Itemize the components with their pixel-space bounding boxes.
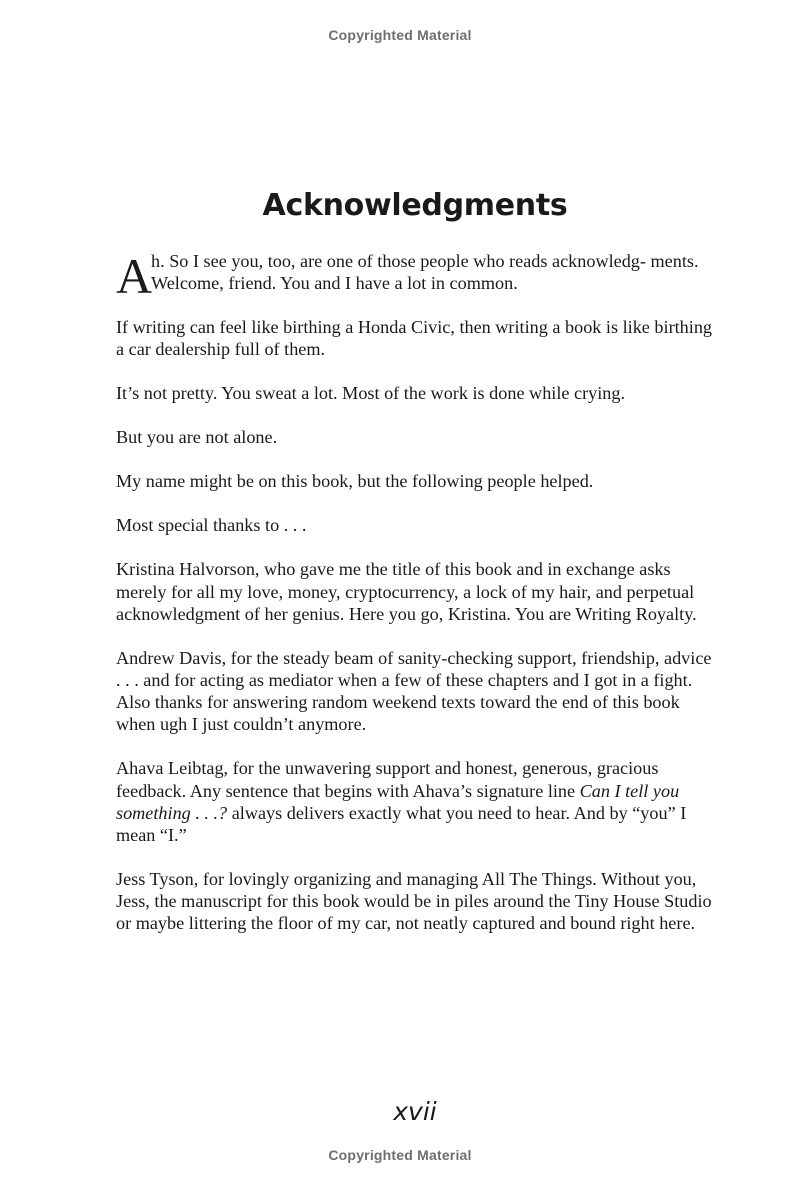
intro-line-2: ments. Welcome, friend. You and I have a lot in common. bbox=[151, 251, 699, 294]
page-number: xvii bbox=[393, 1097, 437, 1126]
acknowledgments-body bbox=[116, 250, 716, 956]
intro-line-1: h. So I see you, too, are one of those people who reads acknowledg- bbox=[151, 251, 646, 271]
paragraph-special-thanks: Most special thanks to . . . bbox=[116, 515, 307, 536]
paragraph-ahava bbox=[116, 757, 716, 846]
paragraph-my-name: My name might be on this book, but the following people helped. bbox=[116, 471, 594, 492]
paragraph-not-alone: But you are not alone. bbox=[116, 427, 278, 448]
paragraph-intro bbox=[116, 248, 716, 304]
paragraph-not-pretty: It’s not pretty. You sweat a lot. Most of the work is done while crying. bbox=[116, 383, 626, 404]
ahava-text-before: Ahava Leibtag, for the unwavering support and honest, generous, gracious feedback. Any sentence that begins with Ahava’s signature line bbox=[116, 758, 659, 801]
paragraph-jess: Jess Tyson, for lovingly organizing and managing All The Things. Without you, Jess, the manuscript for this book would be in piles around the Tiny House Studio or maybe littering the floor of my car, not neatly captured and bound right here. bbox=[116, 869, 712, 934]
ahava-signature-line: Can I tell you something . . .? bbox=[116, 780, 680, 823]
ahava-text-after: always delivers exactly what you need to hear. And by “you” I mean “I.” bbox=[116, 802, 687, 846]
drop-cap: A bbox=[116, 248, 153, 304]
paragraph-andrew: Andrew Davis, for the steady beam of sanity-checking support, friendship, advice . . . and for acting as mediator when a few of these chapters and I got in a fight. Also thanks for answering random weekend texts toward the end of this book when ugh I just couldn’t anymore. bbox=[116, 647, 712, 735]
copyright-watermark-top: Copyrighted Material bbox=[328, 27, 472, 43]
copyright-watermark-bottom: Copyrighted Material bbox=[328, 1147, 472, 1163]
paragraph-honda: If writing can feel like birthing a Honda Civic, then writing a book is like birthing a car dealership full of them. bbox=[116, 317, 713, 360]
paragraph-kristina: Kristina Halvorson, who gave me the title of this book and in exchange asks merely for all my love, money, cryptocurrency, a lock of my hair, and perpetual acknowledgment of her genius. Here you go, Kristina. You are Writing Royalty. bbox=[116, 559, 697, 624]
page-title: Acknowledgments bbox=[262, 188, 568, 223]
